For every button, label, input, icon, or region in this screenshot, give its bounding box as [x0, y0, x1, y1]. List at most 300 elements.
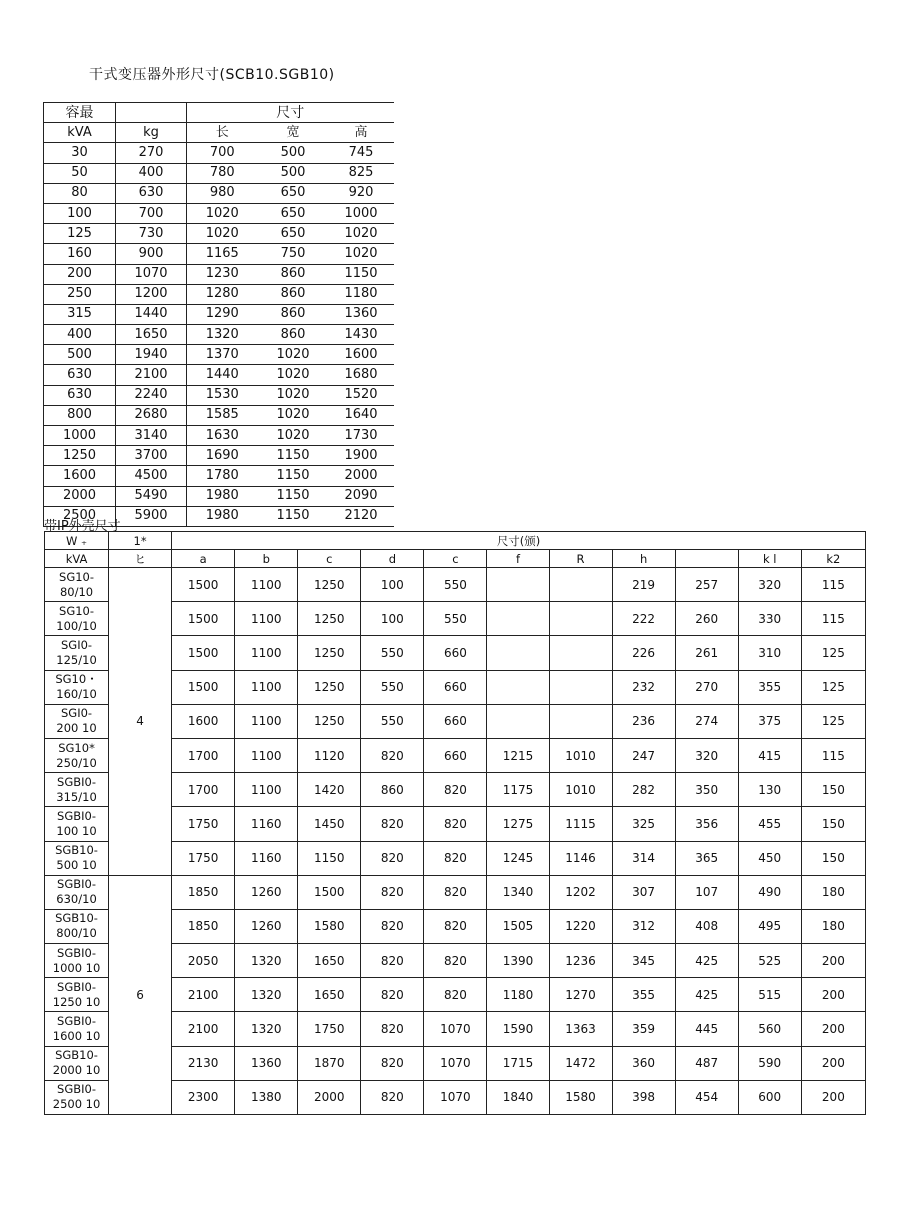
- table-row: [44, 325, 394, 345]
- header-cell: c: [424, 550, 487, 568]
- table-cell: 1280: [187, 284, 258, 304]
- table-cell: 2300: [172, 1080, 235, 1114]
- table-cell: 1150: [258, 486, 329, 506]
- model-cell: [45, 738, 109, 772]
- section-title: 带IP外壳尺寸: [44, 519, 121, 534]
- table-cell: [487, 602, 549, 636]
- table-cell: 1230: [187, 264, 258, 284]
- table-cell: 1250: [298, 636, 361, 670]
- header-cell: b: [235, 550, 298, 568]
- table-cell: 700: [187, 143, 258, 163]
- table-cell: 1115: [549, 807, 612, 841]
- table-cell: 1260: [235, 875, 298, 909]
- model-cell: [45, 1080, 109, 1114]
- table-cell: 1020: [258, 345, 329, 365]
- table-cell: 398: [612, 1080, 675, 1114]
- table-cell: 1020: [258, 365, 329, 385]
- table-cell: 454: [675, 1080, 738, 1114]
- table-cell: [487, 704, 549, 738]
- table-cell: 650: [258, 203, 329, 223]
- header-kg: kg: [116, 123, 187, 143]
- model-cell: [45, 909, 109, 943]
- table-cell: 312: [612, 909, 675, 943]
- table-cell: [487, 568, 549, 602]
- table-row: [44, 264, 394, 284]
- table-cell: 1202: [549, 875, 612, 909]
- header-ip: 1*: [109, 532, 172, 550]
- table-cell: 2500: [44, 506, 116, 526]
- table-cell: 1260: [235, 909, 298, 943]
- table-cell: 1715: [487, 1046, 549, 1080]
- table-cell: 2000: [44, 486, 116, 506]
- table-cell: 310: [738, 636, 801, 670]
- table-cell: 1585: [187, 405, 258, 425]
- table-cell: 550: [424, 568, 487, 602]
- header-cell: k2: [801, 550, 865, 568]
- table-cell: 1600: [44, 466, 116, 486]
- table-cell: 1363: [549, 1012, 612, 1046]
- table-cell: 100: [361, 602, 424, 636]
- table-cell: 630: [44, 365, 116, 385]
- table-cell: 1100: [235, 602, 298, 636]
- table-cell: 1980: [187, 506, 258, 526]
- table-cell: 400: [44, 325, 116, 345]
- table-cell: 745: [329, 143, 394, 163]
- table-cell: 650: [258, 183, 329, 203]
- table-cell: 1440: [116, 304, 187, 324]
- table-cell: 1100: [235, 636, 298, 670]
- table-cell: 820: [361, 1046, 424, 1080]
- table-cell: 920: [329, 183, 394, 203]
- table-row: [44, 405, 394, 425]
- table-cell: 525: [738, 944, 801, 978]
- table-cell: 1020: [258, 405, 329, 425]
- table-cell: 1070: [424, 1012, 487, 1046]
- table-cell: 500: [258, 163, 329, 183]
- model-line: SGBI0-: [57, 1014, 97, 1029]
- table-cell: 50: [44, 163, 116, 183]
- header-cell: h: [612, 550, 675, 568]
- table-cell: 1500: [172, 602, 235, 636]
- table-cell: 1150: [258, 446, 329, 466]
- table-cell: 1100: [235, 704, 298, 738]
- table-cell: 320: [675, 738, 738, 772]
- table-cell: 150: [801, 773, 865, 807]
- table-cell: 630: [44, 385, 116, 405]
- table-cell: 515: [738, 978, 801, 1012]
- header-capacity: 容最: [44, 103, 116, 123]
- table-cell: 1160: [235, 807, 298, 841]
- table-cell: 820: [361, 909, 424, 943]
- table-cell: 820: [424, 909, 487, 943]
- table-cell: 1146: [549, 841, 612, 875]
- table-cell: 1500: [298, 875, 361, 909]
- table-cell: 200: [801, 1080, 865, 1114]
- table-row: [44, 345, 394, 365]
- table-cell: 445: [675, 1012, 738, 1046]
- table-cell: 1020: [258, 426, 329, 446]
- table-cell: 270: [116, 143, 187, 163]
- table-cell: 1640: [329, 405, 394, 425]
- table-cell: 236: [612, 704, 675, 738]
- table-cell: 1650: [116, 325, 187, 345]
- header-cell: kVA: [45, 550, 109, 568]
- table-cell: 820: [361, 944, 424, 978]
- table-cell: 650: [258, 224, 329, 244]
- table-cell: 1245: [487, 841, 549, 875]
- table-cell: 1600: [172, 704, 235, 738]
- table-cell: 314: [612, 841, 675, 875]
- table-cell: 820: [424, 978, 487, 1012]
- table-cell: 630: [116, 183, 187, 203]
- table-cell: 1700: [172, 738, 235, 772]
- table-cell: 1250: [44, 446, 116, 466]
- table-cell: 2090: [329, 486, 394, 506]
- table-cell: 1100: [235, 773, 298, 807]
- table-cell: 1150: [298, 841, 361, 875]
- table-cell: 1780: [187, 466, 258, 486]
- header-model: W ₊: [45, 532, 109, 550]
- table-cell: 1580: [298, 909, 361, 943]
- table-row: [44, 466, 394, 486]
- table-cell: 1160: [235, 841, 298, 875]
- header-weight: [116, 103, 187, 123]
- table-cell: 1440: [187, 365, 258, 385]
- table-cell: 415: [738, 738, 801, 772]
- table-cell: 1750: [172, 841, 235, 875]
- table-cell: 1390: [487, 944, 549, 978]
- table-cell: 200: [801, 944, 865, 978]
- transformer-dimensions-table: [43, 102, 394, 527]
- table-cell: 125: [44, 224, 116, 244]
- table-cell: 2000: [298, 1080, 361, 1114]
- model-line: SG10*: [58, 740, 95, 755]
- table-cell: 550: [361, 636, 424, 670]
- table-cell: 550: [361, 670, 424, 704]
- table-row: [44, 183, 394, 203]
- table-cell: 115: [801, 738, 865, 772]
- table-cell: 820: [361, 875, 424, 909]
- table-cell: 600: [738, 1080, 801, 1114]
- table-cell: 180: [801, 909, 865, 943]
- table-cell: 1840: [487, 1080, 549, 1114]
- header-dimensions: 尺寸(颁): [172, 532, 866, 550]
- table-cell: 660: [424, 704, 487, 738]
- table-cell: [549, 636, 612, 670]
- model-line: 315/10: [56, 789, 97, 804]
- table-cell: 30: [44, 143, 116, 163]
- table-cell: 125: [801, 636, 865, 670]
- table-cell: 1505: [487, 909, 549, 943]
- table-cell: 307: [612, 875, 675, 909]
- model-cell: [45, 841, 109, 875]
- model-line: SGI0-: [60, 637, 93, 652]
- table-cell: 487: [675, 1046, 738, 1080]
- table-cell: 125: [801, 670, 865, 704]
- table-cell: 1100: [235, 568, 298, 602]
- table-cell: 700: [116, 203, 187, 223]
- table-cell: 200: [801, 1046, 865, 1080]
- table-cell: 660: [424, 670, 487, 704]
- table-row: [44, 486, 394, 506]
- table-cell: 825: [329, 163, 394, 183]
- model-cell: [45, 636, 109, 670]
- model-line: 80/10: [59, 584, 94, 599]
- model-line: 1250 10: [52, 994, 101, 1009]
- table-cell: 590: [738, 1046, 801, 1080]
- ip-enclosure-dimensions-table: [44, 531, 866, 1115]
- header-cell: a: [172, 550, 235, 568]
- table-cell: 500: [258, 143, 329, 163]
- model-line: SGBI0-: [57, 979, 97, 994]
- table-row: [44, 304, 394, 324]
- table-cell: 257: [675, 568, 738, 602]
- table-cell: 270: [675, 670, 738, 704]
- table-cell: 375: [738, 704, 801, 738]
- table-cell: 560: [738, 1012, 801, 1046]
- table-cell: 325: [612, 807, 675, 841]
- table-cell: 226: [612, 636, 675, 670]
- table-cell: 200: [44, 264, 116, 284]
- table-cell: 2050: [172, 944, 235, 978]
- table-cell: 115: [801, 568, 865, 602]
- table-cell: 1010: [549, 738, 612, 772]
- table-cell: 660: [424, 738, 487, 772]
- table-cell: 900: [116, 244, 187, 264]
- table-cell: 425: [675, 944, 738, 978]
- table-cell: 820: [424, 841, 487, 875]
- model-cell: [45, 773, 109, 807]
- header-cell: R: [549, 550, 612, 568]
- table-cell: 425: [675, 978, 738, 1012]
- table-cell: 1750: [298, 1012, 361, 1046]
- table-cell: 860: [258, 264, 329, 284]
- model-line: SGBI0-: [57, 774, 97, 789]
- table-cell: 3140: [116, 426, 187, 446]
- table-cell: 1450: [298, 807, 361, 841]
- model-cell: [45, 1012, 109, 1046]
- table-cell: 1360: [235, 1046, 298, 1080]
- table-cell: 820: [361, 978, 424, 1012]
- model-line: SG10・: [55, 672, 98, 687]
- header-cell: k l: [738, 550, 801, 568]
- table-cell: 1250: [298, 670, 361, 704]
- table-cell: 3700: [116, 446, 187, 466]
- table-row: [44, 446, 394, 466]
- table-cell: 250: [44, 284, 116, 304]
- table-cell: [487, 670, 549, 704]
- table-cell: 350: [675, 773, 738, 807]
- model-line: SGB10-: [55, 1048, 98, 1063]
- table-cell: 260: [675, 602, 738, 636]
- table-cell: 1275: [487, 807, 549, 841]
- model-cell: [45, 1046, 109, 1080]
- table-cell: 820: [424, 944, 487, 978]
- table-cell: 1590: [487, 1012, 549, 1046]
- table-cell: [549, 670, 612, 704]
- model-cell: [45, 978, 109, 1012]
- table-cell: 860: [361, 773, 424, 807]
- header-cell: [675, 550, 738, 568]
- table-cell: 800: [44, 405, 116, 425]
- table-cell: 360: [612, 1046, 675, 1080]
- model-line: SGBI0-: [57, 1082, 97, 1097]
- table-cell: 150: [801, 841, 865, 875]
- model-line: 200 10: [56, 721, 97, 736]
- model-line: 2000 10: [52, 1063, 101, 1078]
- table-cell: 1340: [487, 875, 549, 909]
- table-cell: 5900: [116, 506, 187, 526]
- table-cell: 222: [612, 602, 675, 636]
- table-cell: 1020: [187, 203, 258, 223]
- table-cell: 1500: [172, 670, 235, 704]
- table-cell: 150: [801, 807, 865, 841]
- table-cell: 820: [361, 738, 424, 772]
- table-cell: 1100: [235, 738, 298, 772]
- table-cell: 1320: [235, 1012, 298, 1046]
- table-cell: 1320: [235, 978, 298, 1012]
- table-cell: 860: [258, 325, 329, 345]
- table-cell: 780: [187, 163, 258, 183]
- table-cell: 1180: [329, 284, 394, 304]
- table-cell: 1020: [329, 244, 394, 264]
- table-cell: 820: [361, 1012, 424, 1046]
- table-cell: 1850: [172, 909, 235, 943]
- header-cell: d: [361, 550, 424, 568]
- model-line: SG10-: [59, 569, 95, 584]
- header-cell: f: [487, 550, 549, 568]
- table-cell: 1020: [187, 224, 258, 244]
- table-cell: 1420: [298, 773, 361, 807]
- ip-group-cell: 4: [109, 568, 172, 876]
- table-cell: [549, 704, 612, 738]
- table-cell: 365: [675, 841, 738, 875]
- table-cell: 315: [44, 304, 116, 324]
- table-cell: 1500: [172, 568, 235, 602]
- table-cell: 1580: [549, 1080, 612, 1114]
- table-cell: 100: [361, 568, 424, 602]
- table-cell: 2680: [116, 405, 187, 425]
- model-cell: [45, 944, 109, 978]
- table-cell: 1175: [487, 773, 549, 807]
- table-cell: 2240: [116, 385, 187, 405]
- table-cell: 1430: [329, 325, 394, 345]
- table-cell: 1120: [298, 738, 361, 772]
- table-cell: 1980: [187, 486, 258, 506]
- header-length: 长: [187, 123, 258, 143]
- table-cell: 980: [187, 183, 258, 203]
- table-cell: 2120: [329, 506, 394, 526]
- table-cell: 1472: [549, 1046, 612, 1080]
- table-cell: 1100: [235, 670, 298, 704]
- table-cell: 200: [801, 1012, 865, 1046]
- table-cell: 860: [258, 284, 329, 304]
- table-cell: 1215: [487, 738, 549, 772]
- table-cell: 1020: [258, 385, 329, 405]
- table-cell: 550: [424, 602, 487, 636]
- model-line: 800/10: [56, 926, 97, 941]
- table-cell: 2100: [172, 1012, 235, 1046]
- table-cell: 1200: [116, 284, 187, 304]
- table-subheader-row: [45, 550, 866, 568]
- table-cell: 1290: [187, 304, 258, 324]
- table-cell: 100: [44, 203, 116, 223]
- table-cell: 80: [44, 183, 116, 203]
- table-cell: 820: [361, 807, 424, 841]
- table-cell: 320: [738, 568, 801, 602]
- model-line: SGBI0-: [57, 945, 97, 960]
- header-dimensions: 尺寸: [187, 103, 394, 123]
- table-cell: 1070: [424, 1046, 487, 1080]
- table-cell: 1500: [172, 636, 235, 670]
- table-cell: 274: [675, 704, 738, 738]
- table-cell: [487, 636, 549, 670]
- table-cell: 1370: [187, 345, 258, 365]
- table-cell: 356: [675, 807, 738, 841]
- ip-group-cell: 6: [109, 875, 172, 1114]
- model-line: 2500 10: [52, 1097, 101, 1112]
- table-cell: 261: [675, 636, 738, 670]
- model-line: SGI0-: [60, 706, 93, 721]
- table-row: [44, 143, 394, 163]
- table-cell: 2100: [116, 365, 187, 385]
- model-line: 500 10: [56, 858, 97, 873]
- table-cell: 1150: [258, 466, 329, 486]
- table-cell: 1250: [298, 602, 361, 636]
- table-row: [44, 385, 394, 405]
- model-cell: [45, 807, 109, 841]
- model-line: 100 10: [56, 823, 97, 838]
- header-width: 宽: [258, 123, 329, 143]
- header-cell: ヒ: [109, 550, 172, 568]
- table-cell: 282: [612, 773, 675, 807]
- table-cell: 820: [424, 875, 487, 909]
- table-cell: 1070: [116, 264, 187, 284]
- model-line: SG10-: [59, 603, 95, 618]
- table-cell: 1650: [298, 944, 361, 978]
- table-cell: 4500: [116, 466, 187, 486]
- table-cell: 820: [361, 841, 424, 875]
- table-cell: 1150: [329, 264, 394, 284]
- table-cell: 455: [738, 807, 801, 841]
- header-kva: kVA: [44, 123, 116, 143]
- table-cell: 1360: [329, 304, 394, 324]
- model-line: SGB10-: [55, 911, 98, 926]
- table-row: [44, 224, 394, 244]
- table-row: [44, 426, 394, 446]
- table-cell: 1270: [549, 978, 612, 1012]
- table-cell: 1870: [298, 1046, 361, 1080]
- table-cell: 490: [738, 875, 801, 909]
- table-cell: 1010: [549, 773, 612, 807]
- table-cell: 232: [612, 670, 675, 704]
- model-cell: [45, 602, 109, 636]
- model-cell: [45, 670, 109, 704]
- table-cell: 1900: [329, 446, 394, 466]
- table-cell: 1380: [235, 1080, 298, 1114]
- table-cell: 1250: [298, 704, 361, 738]
- table-cell: 820: [361, 1080, 424, 1114]
- model-line: SGBI0-: [57, 877, 97, 892]
- table-cell: 860: [258, 304, 329, 324]
- table-cell: [549, 602, 612, 636]
- table-cell: 1600: [329, 345, 394, 365]
- table-row: [45, 875, 866, 909]
- table-cell: 1320: [187, 325, 258, 345]
- table-subheader-row: [44, 123, 394, 143]
- table-row: [44, 163, 394, 183]
- table-cell: 1730: [329, 426, 394, 446]
